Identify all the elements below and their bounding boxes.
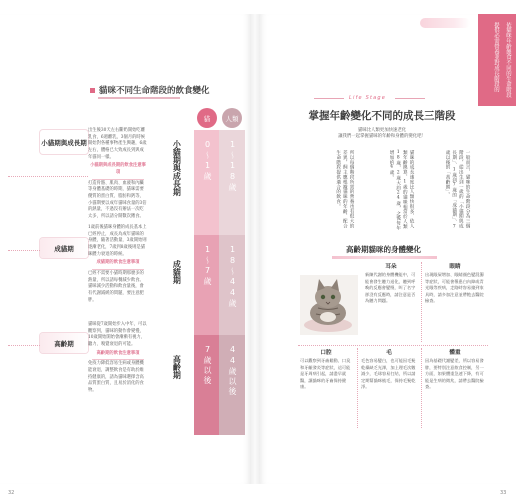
left-page-number: 32 [8,490,15,496]
left-heading [90,84,210,96]
divider-h [298,345,488,346]
intro-column-1: 一般而言，貓咪的生命階段分為三個階段，從出生到一歲的「小貓期與成長期」、1歲到7歲的「成貓期」、7歲以後的「高齡期」。 [445,150,470,230]
human-age-adult: 18〜44歲 [228,245,237,309]
brush-decoration [420,18,470,28]
head-ears: 耳朵 [385,264,397,270]
row2-pink-title: 成貓期的飲食注意事項 [96,260,140,266]
row1-nutrition: 打造骨骼、肌肉、血液和內臟等身體基礎的時期，貓咪需要優質的蛋白質、脂肪和鈣等，小貓期要以成年貓咪食量的3倍的熱量，不過沒有辦法一次吃太多，所以請分開數次餵食。 [88,180,147,219]
cat-age-kitten-seg [194,130,220,235]
human-tag: 人類 [222,108,242,128]
right-subtitle: 貓咪比人類更加快速老化 讓我們一起掌握貓咪的年齡和身體的變化吧！ [338,128,426,140]
right-page-number: 33 [500,490,507,496]
life-stage-rule-right [395,98,425,99]
cat-age-senior-seg [194,335,220,435]
human-age-kitten-seg [219,130,245,235]
life-stage-rule-left [314,98,344,99]
section-title: 高齡期貓咪的身體變化 [346,245,421,254]
human-age-senior: 44歲以後 [228,345,237,397]
book-gutter [250,14,260,484]
row3-text: 貓咪從7歲開始步入中年，可以觀察到，貓咪的動作會變慢，10歲開始開始會漸漸有視力、聽力、嗅覺衰退的可能。 [88,322,147,347]
ribbon-line-1: 依貓咪年齡餵食不同的生命階段 [505,22,511,98]
row2-divider [8,250,40,251]
text-ears: 新陳代謝的身體機能中，可能會發生聽力退化，聽到呼喚的反應會變慢，叫了名字卻沒有反應時，請注意是否為聽力問題。 [365,272,416,303]
badge-senior-text: 高齡期 [54,339,74,348]
row1-pink-rule [92,179,144,180]
text-mouth: 可以觀察到牙齒鬆動、口臭和牙齦發炎等症狀，這可能是牙周病引起，請盡早就醫，讓貓咪的牙齒保持健康。 [300,358,351,389]
row1-divider [8,176,88,177]
row2-text: 1歲前後貓咪身體的成長基本上已經停止，成長為成年貓咪的身體，隨著活動量，3歲開始則逐漸老化，7歲到8歲後則是貓咪體力衰退的時候。 [88,225,147,257]
row2-nutrition: 已經不需要小貓時期那麼多的熱量，所以請每餐減少飲食。貓咪減少活動和飲食量後，會有代謝減緩的問題，要注意肥胖。 [88,270,144,303]
divider-v1 [421,262,422,342]
stage-name-kitten: 小貓期與成長期 [172,140,182,196]
right-title: 掌握年齡變化不同的成長三階段 [308,110,456,122]
cat-age-kitten: 0〜1歲 [203,140,212,182]
row3-body [88,322,148,395]
row2-body [88,225,148,304]
head-fur: 毛 [386,350,392,356]
cat-age-senior: 7歲以後 [203,345,212,386]
cat-age-adult: 1〜7歲 [203,245,212,287]
badge-kitten [40,130,88,154]
badge-kitten-text: 小貓期與成長期 [41,138,87,147]
divider-v2 [357,348,358,428]
head-eyes: 眼睛 [449,264,461,270]
row1-pink-title: 小貓期與成長期的飲食注意事項 [90,163,146,175]
text-eyes: 出現眼屎增加、眼睛顏色變混濁等症狀，可能會罹患白內障或青光眼等疾病，走路時容易撞到家具時，請多加注意並帶牠去醫院檢查。 [425,272,484,303]
human-age-column [219,130,245,435]
human-age-kitten: 1〜18歲 [228,140,237,193]
divider-v3 [421,348,422,428]
cat-age-column [194,130,220,435]
text-fur: 毛色容易變白，也可能因毛髮乾燥缺乏光澤，加上理毛次數減少，毛球容易打結，所以請定期幫貓咪梳毛，保持毛髮乾淨。 [361,358,416,389]
row3-pink-title: 高齡期的飲食注意事項 [96,350,140,356]
ribbon-line-2: 提供必需營養並對成長階段的 [493,22,499,93]
stage-name-senior: 高齡期 [172,355,182,379]
tabby-cat-image [300,275,358,335]
badge-senior [40,333,88,353]
head-mouth: 口腔 [320,350,332,356]
text-weight: 因為基礎代謝變差，所以容易發胖，要特別注意飲食控制，另一方面，如果體重急速下降，有可能是生病的徵兆，請帶去醫院檢查。 [425,358,484,389]
ribbon-banner [478,14,516,106]
badge-adult-text: 成貓期 [54,244,74,253]
row1-text: 出生後30天左右斷奶開始吃離乳食，6週離乳，3個月的時候開始對各種事物產生興趣，6歲左右，體格已大致成長到與成年貓同一樣。 [88,128,147,160]
stage-name-adult: 成貓期 [172,260,182,284]
life-stage-label: Life Stage [349,95,387,101]
cat-tag: 貓 [197,108,217,128]
human-age-adult-seg [219,235,245,335]
badge-adult [40,238,88,258]
head-weight: 體重 [449,350,461,356]
row3-nutrition: 免疫力降低容易生病或身體機能衰退，調整飲食是有助於維持健康的，請為貓咪選擇含高品質蛋白質，且易於消化的食物。 [88,361,144,393]
intro-column-3: 所以每個階段所需的營養也有很大的差異，飼主應根據貓咪的年齡，配合生命階段提供適合的飲食。 [335,150,354,229]
square-bullet-icon [90,88,95,93]
row2-pink-rule [92,269,144,270]
left-heading-text: 貓咪不同生命階段的飲食變化 [99,86,210,96]
human-age-senior-seg [219,335,245,435]
section-title-bar [332,256,437,259]
cat-age-adult-seg [194,235,220,335]
heading-underline [98,97,180,99]
row1-body [88,128,148,221]
intro-column-2: 貓咪的成長速度比人類快很多，依人類年齡換算，1歲的貓咪相當於人類18歲，2歲大約24歲，之後每年增加約4歲。 [389,150,414,231]
row3-divider [8,345,40,346]
